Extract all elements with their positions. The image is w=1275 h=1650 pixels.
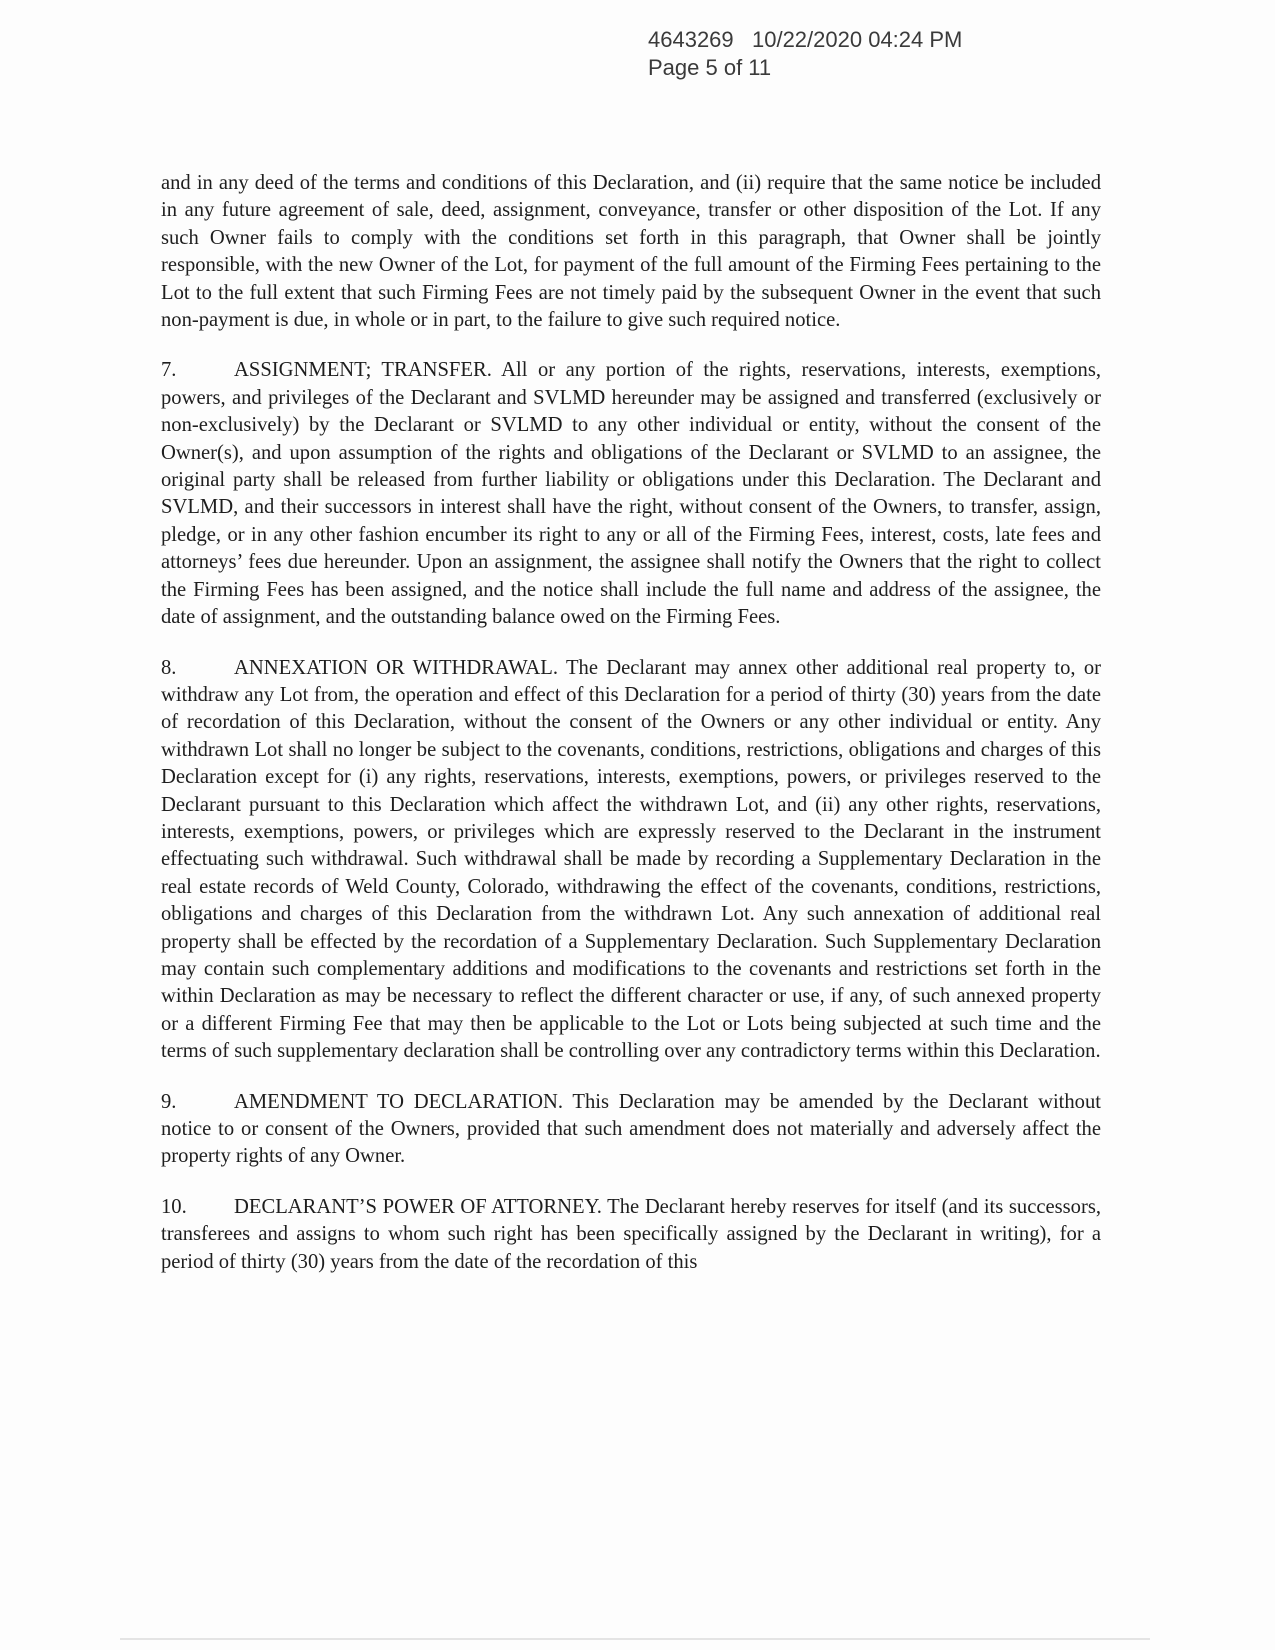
section-number: 7. bbox=[161, 359, 177, 382]
section-text: DECLARANT’S POWER OF ATTORNEY. The Declarant hereby reserves for itself (and its successors, transferees and assigns to whom such right has been specifically assigned by the Declarant in writing), for a period of thirty (30) years from the date of the recordation of this bbox=[161, 1195, 1101, 1273]
recording-stamp bbox=[648, 26, 962, 82]
section-text: AMENDMENT TO DECLARATION. This Declaration may be amended by the Declarant without notice to or consent of the Owners, provided that such amendment does not materially and adversely affect the property rights of any Owner. bbox=[161, 1090, 1101, 1168]
section-text: ASSIGNMENT; TRANSFER. All or any portion of the rights, reservations, interests, exemptions, powers, and privileges of the Declarant and SVLMD hereunder may be assigned and transferred (exclusively or non-exclusively) by the Declarant or SVLMD to any other individual or entity, without the consent of the Owner(s), and upon assumption of the rights and obligations of the Declarant or SVLMD to an assignee, the original party shall be released from further liability or obligations under this Declaration. The Declarant and SVLMD, and their successors in interest shall have the right, without consent of the Owners, to transfer, assign, pledge, or in any other fashion encumber its right to any or all of the Firming Fees, interest, costs, late fees and attorneys’ fees due hereunder. Upon an assignment, the assignee shall notify the Owners that the right to collect the Firming Fees has been assigned, and the notice shall include the full name and address of the assignee, the date of assignment, and the outstanding balance owed on the Firming Fees. bbox=[161, 359, 1101, 629]
scan-edge-line bbox=[120, 1638, 1150, 1640]
section-8 bbox=[161, 655, 1101, 1066]
section-number: 9. bbox=[161, 1090, 177, 1113]
section-7 bbox=[161, 357, 1101, 631]
section-text: ANNEXATION OR WITHDRAWAL. The Declarant may annex other additional real property to, or withdraw any Lot from, the operation and effect of this Declaration for a period of thirty (30) years from the date of recordation of this Declaration, without the consent of the Owners or any other individual or entity. Any withdrawn Lot shall no longer be subject to the covenants, conditions, restrictions, obligations and charges of this Declaration except for (i) any rights, reservations, interests, exemptions, powers, or privileges reserved to the Declarant pursuant to this Declaration which affect the withdrawn Lot, and (ii) any other rights, reservations, interests, exemptions, powers, or privileges which are expressly reserved to the Declarant in the instrument effectuating such withdrawal. Such withdrawal shall be made by recording a Supplementary Declaration in the real estate records of Weld County, Colorado, withdrawing the effect of the covenants, conditions, restrictions, obligations and charges of this Declaration from the withdrawn Lot. Any such annexation of additional real property shall be effected by the recordation of a Supplementary Declaration. Such Supplementary Declaration may contain such complementary additions and modifications to the covenants and restrictions set forth in the within Declaration as may be necessary to reflect the different character or use, if any, of such annexed property or a different Firming Fee that may then be applicable to the Lot or Lots being subjected at such time and the terms of such supplementary declaration shall be controlling over any contradictory terms within this Declaration. bbox=[161, 656, 1101, 1063]
section-number: 10. bbox=[161, 1195, 187, 1218]
section-9 bbox=[161, 1089, 1101, 1171]
section-10 bbox=[161, 1194, 1101, 1276]
continuation-paragraph: and in any deed of the terms and conditions of this Declaration, and (ii) require that the same notice be included in any future agreement of sale, deed, assignment, conveyance, transfer or other disposition of the Lot. If any such Owner fails to comply with the conditions set forth in this paragraph, that Owner shall be jointly responsible, with the new Owner of the Lot, for payment of the full amount of the Firming Fees pertaining to the Lot to the full extent that such Firming Fees are not timely paid by the subsequent Owner in the event that such non-payment is due, in whole or in part, to the failure to give such required notice. bbox=[161, 172, 1101, 332]
page-indicator: Page 5 of 11 bbox=[648, 55, 772, 80]
document-body bbox=[161, 170, 1101, 1299]
recording-number-date: 4643269 10/22/2020 04:24 PM bbox=[648, 27, 963, 52]
section-number: 8. bbox=[161, 656, 177, 679]
